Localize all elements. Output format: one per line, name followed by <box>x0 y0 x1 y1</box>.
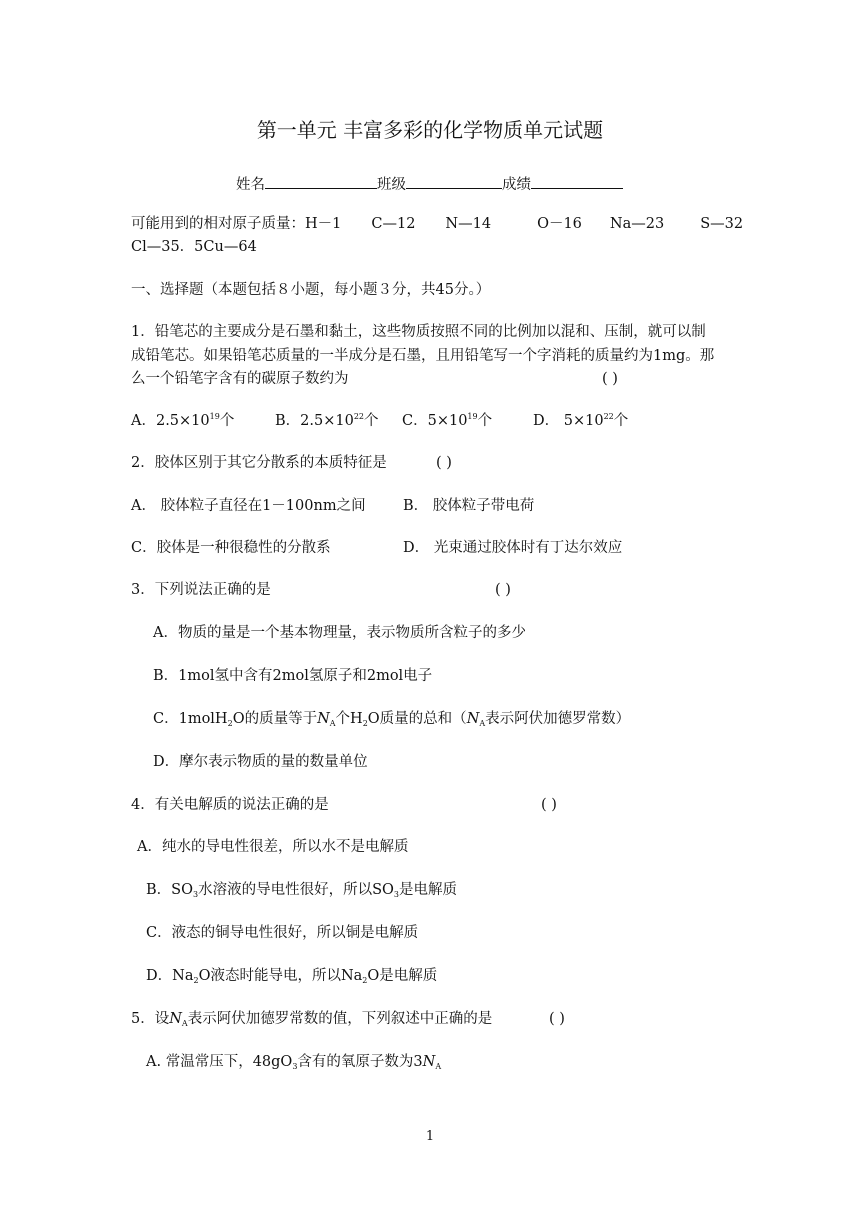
q1-line2: 成铅笔芯。如果铅笔芯质量的一半成分是石墨，且用铅笔写一个字消耗的质量约为1mg。那 <box>131 348 715 364</box>
q4-answer-paren[interactable]: ( ) <box>541 797 557 813</box>
q1-line1: 1．铅笔芯的主要成分是石墨和黏土，这些物质按照不同的比例加以混和、压制，就可以制 <box>131 324 706 340</box>
q4-option-a[interactable]: A．纯水的导电性很差，所以水不是电解质 <box>137 839 409 855</box>
page-number: 1 <box>425 1129 435 1144</box>
class-blank[interactable] <box>406 172 502 189</box>
q3-option-c[interactable]: C．1molH$_2$O的质量等于$N_A$个$H_2O$质量的总和（$N_A$表示阿伏加德罗常数） <box>153 711 631 728</box>
q2-answer-paren[interactable]: ( ) <box>436 455 452 471</box>
q4-option-c[interactable]: C．液态的铜导电性很好，所以铜是电解质 <box>146 925 419 941</box>
student-info-row <box>236 172 623 195</box>
class-label: 班级 <box>377 177 406 193</box>
score-blank[interactable] <box>531 172 623 189</box>
mass-h: H－1 <box>305 216 342 232</box>
mass-n: N—14 <box>445 216 492 232</box>
mass-cu: Cu—64 <box>203 239 257 255</box>
q2-option-a[interactable]: A． 胶体粒子直径在1－100nm之间 <box>131 498 366 514</box>
score-label: 成绩 <box>502 177 531 193</box>
q3-option-a[interactable]: A．物质的量是一个基本物理量，表示物质所含粒子的多少 <box>153 625 526 641</box>
page-title: 第一单元 丰富多彩的化学物质单元试题 <box>256 118 604 142</box>
mass-cl: Cl—35．5 <box>131 239 204 255</box>
q1-option-c[interactable]: C．$5\times 10^{19}$个 <box>402 412 493 429</box>
q1-answer-paren[interactable]: ( ) <box>602 371 618 387</box>
q1-line3: 么一个铅笔字含有的碳原子数约为 <box>131 371 349 387</box>
q5-stem: 5．设$N_A$表示阿伏加德罗常数的值，下列叙述中正确的是 <box>131 1011 493 1028</box>
mass-na: Na—23 <box>609 216 665 232</box>
q2-option-b[interactable]: B． 胶体粒子带电荷 <box>403 498 535 514</box>
q2-option-d[interactable]: D． 光束通过胶体时有丁达尔效应 <box>403 540 623 556</box>
name-label: 姓名 <box>236 177 265 193</box>
q3-option-b[interactable]: B．1mol氢中含有2mol氢原子和2mol电子 <box>153 668 433 684</box>
q1-option-b[interactable]: B．$2.5\times 10^{22}$个 <box>275 412 379 429</box>
q3-answer-paren[interactable]: ( ) <box>495 582 511 598</box>
q4-option-d[interactable]: D．$Na_2O$液态时能导电，所以$Na_2O$是电解质 <box>146 968 438 985</box>
q2-stem: 2．胶体区别于其它分散系的本质特征是 <box>131 455 387 471</box>
section-heading: 一、选择题（本题包括８小题，每小题３分，共45分。） <box>131 282 491 298</box>
q4-stem: 4．有关电解质的说法正确的是 <box>131 797 329 813</box>
q1-option-d[interactable]: D． $5\times 10^{22}$个 <box>533 412 629 429</box>
mass-c: C—12 <box>371 216 416 232</box>
q3-option-d[interactable]: D．摩尔表示物质的量的数量单位 <box>153 754 368 770</box>
q1-option-a[interactable]: A．$2.5\times 10^{19}$个 <box>131 412 235 429</box>
q4-option-b[interactable]: B．$SO_3$水溶液的导电性很好，所以$SO_3$是电解质 <box>146 882 457 899</box>
q5-answer-paren[interactable]: ( ) <box>549 1011 565 1027</box>
mass-s: S—32 <box>700 216 744 232</box>
q2-option-c[interactable]: C．胶体是一种很稳性的分散系 <box>131 540 331 556</box>
atomic-mass-intro: 可能用到的相对原子质量： <box>131 216 305 232</box>
q3-stem: 3．下列说法正确的是 <box>131 582 271 598</box>
q5-option-a[interactable]: A. 常温常压下，$48gO_3$含有的氧原子数为$3N_A$ <box>146 1054 442 1071</box>
atomic-mass-line-2 <box>131 237 257 257</box>
mass-o: O－16 <box>537 216 582 232</box>
name-blank[interactable] <box>265 172 377 189</box>
atomic-mass-line <box>131 214 743 234</box>
